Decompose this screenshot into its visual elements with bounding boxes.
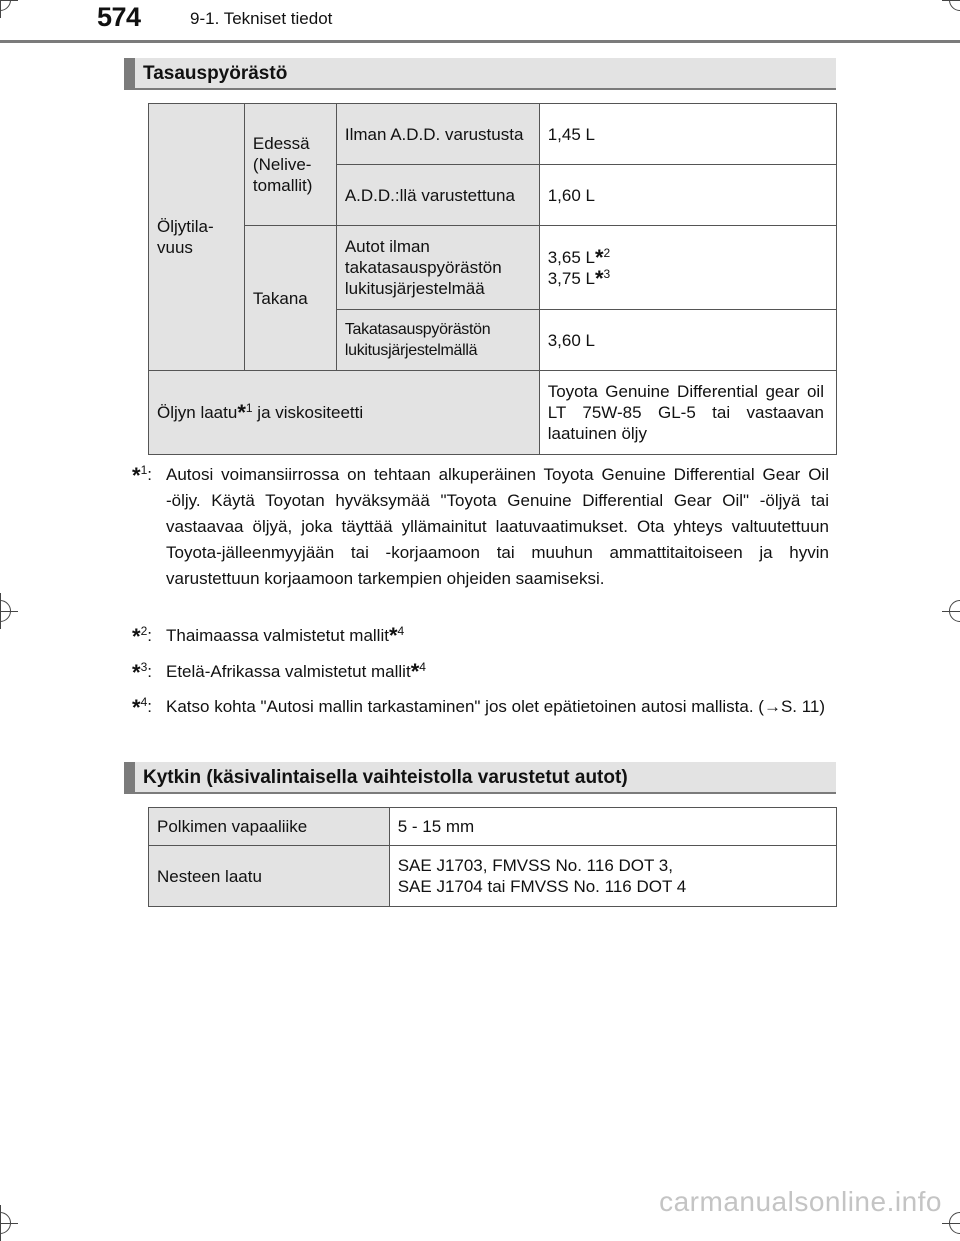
footnote-ref-4: 4	[419, 660, 426, 674]
footnote-number: 1	[140, 463, 148, 477]
fluid-type-value	[389, 846, 836, 907]
oil-quality-label-text: Öljyn laatu	[157, 403, 238, 422]
registration-mark-right	[949, 600, 960, 622]
arrow-right-icon: →	[763, 697, 781, 716]
front-with-add-label: A.D.D.:llä varustettuna	[336, 165, 539, 226]
footnote-text: Etelä-Afrikassa valmistetut mallit	[166, 662, 411, 681]
footnote-ref-1: 1	[245, 401, 253, 415]
footnote-star: *	[594, 265, 604, 291]
registration-mark-bottom-left	[0, 1212, 11, 1234]
footnote-number: 2	[140, 624, 148, 638]
footnote-star: *	[410, 659, 420, 684]
footnote-text: Thaimaassa valmistetut mallit	[166, 626, 389, 645]
footnote-star: *	[132, 463, 141, 488]
footnote-ref-4: 4	[397, 624, 405, 638]
footnote-text: Katso kohta "Autosi mallin tarkastaminen" jos olet epätietoinen autosi mallista. (	[166, 697, 764, 716]
footnote-text: Autosi voimansiirrossa on tehtaan alkuperäinen Toyota Genuine Differential Gear Oil -öljy. Käytä Toyotan hyväksymää "Toyota Genuine Differential Gear Oil" -öljyä tai vastaavaa öljyä, joka täyttää yllämainitut laatuvaatimukset. Ota yhteys valtuutettuun Toyota-jälleenmyyjään tai -korjaamoon tai muuhun ammattitaitoiseen ja hyvin varustettuun korjaamoon tarkempien ohjeiden saamiseksi.	[166, 465, 829, 588]
header-rule	[0, 40, 960, 43]
front-label: Edessä (Nelive-tomallit)	[244, 104, 336, 226]
registration-mark-top-left	[0, 0, 11, 11]
page-number: 574	[97, 2, 141, 32]
footnote-ref-3: 3	[603, 266, 611, 281]
rear-without-lock-values	[539, 226, 836, 310]
footnote-number: 4	[140, 695, 148, 709]
footnote-star: *	[237, 400, 246, 425]
footnote-colon: :	[147, 626, 152, 645]
watermark: carmanualsonline.info	[659, 1186, 942, 1217]
footnote-star: *	[388, 623, 398, 648]
fluid-type-line-2: SAE J1704 tai FMVSS No. 116 DOT 4	[397, 877, 687, 896]
registration-mark-bottom-right	[949, 1212, 960, 1234]
footnote-ref-2: 2	[603, 245, 611, 260]
pedal-freeplay-label: Polkimen vapaaliike	[149, 808, 390, 846]
footnote-star: *	[132, 695, 141, 720]
footnote-1	[132, 462, 829, 592]
oil-quality-label-suffix: ja viskositeetti	[252, 403, 364, 422]
footnote-2	[132, 623, 829, 649]
footnote-3	[132, 659, 829, 685]
footnote-star: *	[132, 660, 141, 685]
fluid-type-label: Nesteen laatu	[149, 846, 390, 907]
footnote-number: 3	[140, 660, 148, 674]
footnote-marker	[132, 694, 152, 720]
differential-table	[148, 103, 837, 455]
section-title: 9-1. Tekniset tiedot	[190, 9, 333, 28]
front-without-add-label: Ilman A.D.D. varustusta	[336, 104, 539, 165]
rear-label: Takana	[244, 226, 336, 371]
rear-with-lock-value: 3,60 L	[539, 310, 836, 371]
front-without-add-value: 1,45 L	[539, 104, 836, 165]
footnote-colon: :	[147, 465, 152, 484]
footnote-colon: :	[147, 697, 152, 716]
footnote-marker	[132, 462, 152, 488]
pedal-freeplay-value: 5 - 15 mm	[389, 808, 836, 846]
footnote-marker	[132, 623, 152, 649]
rear-without-lock-label: Autot ilman takatasauspyörästön lukitusjärjestelmää	[336, 226, 539, 310]
registration-mark-left	[0, 600, 11, 622]
rear-with-lock-label: Takatasauspyörästön lukitusjärjestelmällä	[336, 310, 539, 371]
page-reference: S. 11)	[780, 697, 826, 716]
clutch-heading: Kytkin (käsivalintaisella vaihteistolla varustetut autot)	[124, 762, 836, 794]
footnote-4	[132, 694, 829, 720]
oil-quality-value: Toyota Genuine Differential gear oil LT 75W-85 GL-5 tai vastaavan laatuinen öljy	[539, 371, 836, 455]
registration-mark-top-right	[949, 0, 960, 11]
oil-quality-label	[149, 371, 540, 455]
footnote-marker	[132, 659, 152, 685]
rear-value-b: 3,75 L	[547, 268, 595, 288]
differential-heading: Tasauspyörästö	[124, 58, 836, 90]
rear-value-a: 3,65 L	[547, 247, 595, 267]
front-with-add-value: 1,60 L	[539, 165, 836, 226]
footnote-star: *	[594, 244, 604, 270]
fluid-type-line-1: SAE J1703, FMVSS No. 116 DOT 3,	[397, 856, 673, 875]
footnote-colon: :	[147, 662, 152, 681]
clutch-table	[148, 807, 837, 907]
oil-capacity-label: Öljytila-vuus	[149, 104, 245, 371]
footnote-star: *	[132, 624, 141, 649]
